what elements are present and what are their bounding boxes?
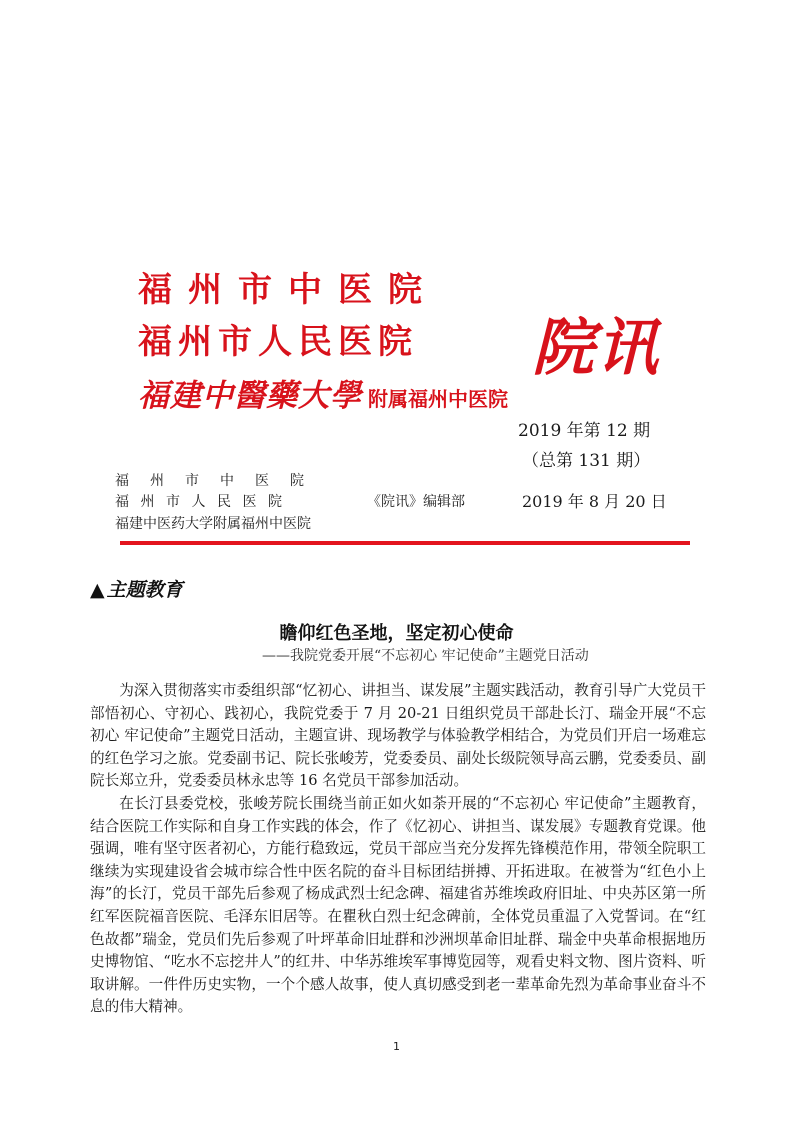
total-issue-number: （总第 131 期） [522, 451, 651, 471]
header-divider [120, 541, 690, 545]
publisher-line-1: 福州市中医院 [115, 473, 325, 489]
article-subtitle: ——我院党委开展“不忘初心 牢记使命”主题党日活动 [262, 648, 589, 664]
article-title: 瞻仰红色圣地，坚定初心使命 [279, 623, 514, 644]
triangle-icon: ▲ [90, 579, 105, 601]
publication-date: 2019 年 8 月 20 日 [522, 492, 667, 511]
affiliate-name: 附属福州中医院 [368, 387, 508, 411]
publisher-line-2: 福州市人民医院 [115, 494, 294, 510]
university-logotype: 福建中醫藥大學 [138, 378, 362, 414]
hospital-name-1: 福州市中医院 [138, 270, 438, 310]
hospital-name-3 [138, 370, 508, 415]
page-number: 1 [393, 1040, 400, 1053]
editorial-office: 《院讯》编辑部 [367, 494, 465, 510]
paragraph: 为深入贯彻落实市委组织部“忆初心、讲担当、谋发展”主题实践活动，教育引导广大党员干部悟初心、守初心、践初心，我院党委于 7 月 20-21 日组织党员干部赴长汀、瑞金开展“不忘初心 牢记使命”主题党日活动，主题宣讲、现场教学与体验教学相结合，为党员们开启一场难忘的红色学习之旅。党委副书记、院长张峻芳，党委委员、副处长级院领导高云鹏，党委委员、副院长郑立升，党委委员林永忠等 16 名党员干部参加活动。 [90, 682, 706, 790]
issue-number: 2019 年第 12 期 [518, 421, 651, 441]
hospital-name-2: 福州市人民医院 [138, 322, 418, 362]
section-label: 主题教育 [106, 579, 183, 601]
paragraph: 在长汀县委党校，张峻芳院长围绕当前正如火如荼开展的“不忘初心 牢记使命”主题教育，结合医院工作实际和自身工作实践的体会，作了《忆初心、讲担当、谋发展》专题教育党课。他强调，唯有坚守医者初心，方能行稳致远，党员干部应当充分发挥先锋模范作用，带领全院职工继续为实现建设省会城市综合性中医名院的奋斗目标团结拼搏、开拓进取。在被誉为“红色小上海”的长汀，党员干部先后参观了杨成武烈士纪念碑、福建省苏维埃政府旧址、中央苏区第一所红军医院福音医院、毛泽东旧居等。在瞿秋白烈士纪念碑前，全体党员重温了入党誓词。在“红色故都”瑞金，党员们先后参观了叶坪革命旧址群和沙洲坝革命旧址群、瑞金中央革命根据地历史博物馆、“吃水不忘挖井人”的红井、中华苏维埃军事博览园等，观看史料文物、图片资料、听取讲解。一件件历史实物，一个个感人故事，使人真切感受到老一辈革命先烈为革命事业奋斗不息的伟大精神。 [90, 794, 706, 1016]
newsletter-title: 院讯 [532, 311, 661, 384]
article-body [90, 680, 706, 1019]
publisher-line-3: 福建中医药大学附属福州中医院 [115, 516, 311, 532]
section-heading [90, 575, 183, 602]
